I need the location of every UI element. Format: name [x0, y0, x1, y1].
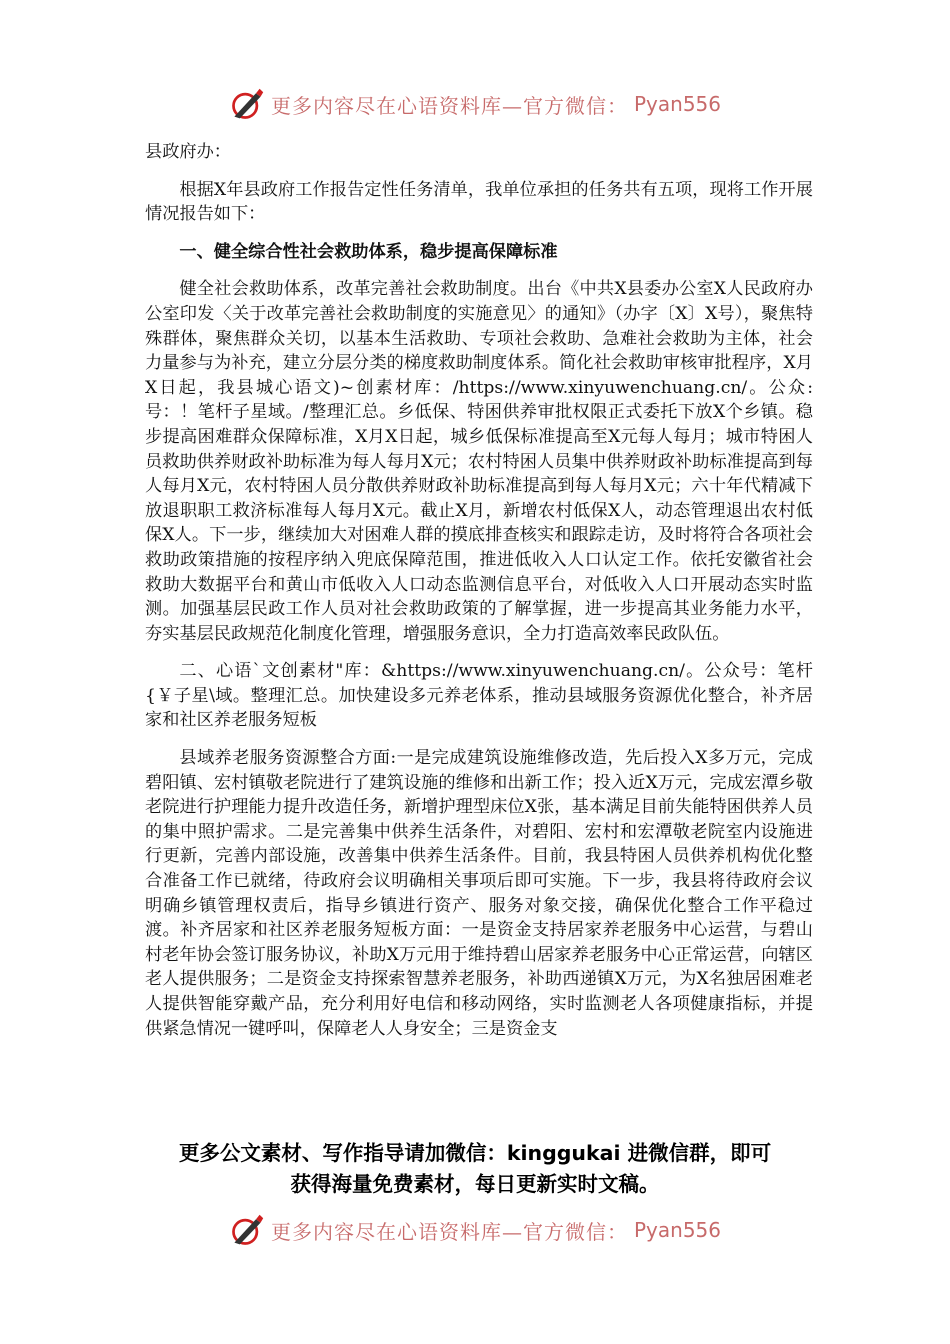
pen-logo-icon	[229, 86, 265, 122]
pen-logo-icon	[229, 1212, 265, 1248]
banner-text: 更多内容尽在心语资料库—官方微信：	[270, 1219, 628, 1244]
promo-notice	[0, 1138, 950, 1200]
banner-wechat-id: Pyan556	[633, 1218, 721, 1242]
section1-heading: 一、健全综合性社会救助体系，稳步提高保障标准	[179, 241, 558, 262]
section2-paragraph: 县域养老服务资源整合方面:一是完成建筑设施维修改造，先后投入X多万元，完成碧阳镇、宏村镇敬老院进行了建筑设施的维修和出新工作；投入近X万元，完成宏潭乡敬老院进行护理能力提升改造任务，新增护理型床位X张，基本满足目前失能特困供养人员的集中照护需求。二是完善集中供养生活条件，对碧阳、宏村和宏潭敬老院室内设施进行更新，完善内部设施，改善集中供养生活条件。目前，我县特困人员供养机构优化整合准备工作已就绪，待政府会议明确相关事项后即可实施。下一步，我县将待政府会议明确乡镇管理权责后，指导乡镇进行资产、服务对象交接，确保优化整合工作平稳过渡。补齐居家和社区养老服务短板方面：一是资金支持居家养老服务中心运营，与碧山村老年协会签订服务协议，补助X万元用于维持碧山居家养老服务中心正常运营，向辖区老人提供服务；二是资金支持探索智慧养老服务，补助西递镇X万元，为X名独居困难老人提供智能穿戴产品，充分利用好电信和移动网络，实时监测老人各项健康指标，并提供紧急情况一键呼叫，保障老人人身安全；三是资金支	[145, 748, 813, 1039]
promo-line-1: 更多公文素材、写作指导请加微信：kinggukai 进微信群，即可	[178, 1141, 772, 1165]
document-body	[145, 140, 813, 1041]
footer-banner	[0, 1210, 950, 1250]
banner-wechat-id: Pyan556	[633, 92, 721, 116]
section1-paragraph: 健全社会救助体系，改革完善社会救助制度。出台《中共X县委办公室X人民政府办公室印发〈关于改革完善社会救助制度的实施意见〉的通知》（办字〔X〕X号），聚焦特殊群体，聚焦群众关切，以基本生活救助、专项社会救助、急难社会救助为主体，社会力量参与为补充，建立分层分类的梯度救助制度体系。简化社会救助审核审批程序，X月X日起，我县城心语文)~创素材库：/https://www.xinyuwenchuang.cn/。公众:号：！笔杆子星域。/整理汇总。乡低保、特困供养审批权限正式委托下放X个乡镇。稳步提高困难群众保障标准，X月X日起，城乡低保标准提高至X元每人每月；城市特困人员救助供养财政补助标准为每人每月X元；农村特困人员集中供养财政补助标准提高到每人每月X元，农村特困人员分散供养财政补助标准提高到每人每月X元；六十年代精减下放退职职工救济标准每人每月X元。截止X月，新增农村低保X人，动态管理退出农村低保X人。下一步，继续加大对困难人群的摸底排查核实和跟踪走访，及时将符合各项社会救助政策措施的按程序纳入兜底保障范围，推进低收入人口认定工作。依托安徽省社会救助大数据平台和黄山市低收入人口动态监测信息平台，对低收入人口开展动态实时监测。加强基层民政工作人员对社会救助政策的了解掌握，进一步提高其业务能力水平，夯实基层民政规范化制度化管理，增强服务意识，全力打造高效率民政队伍。	[145, 279, 813, 644]
salutation: 县政府办：	[145, 142, 231, 162]
header-banner	[0, 84, 950, 124]
banner-text: 更多内容尽在心语资料库—官方微信：	[270, 93, 628, 118]
intro-paragraph: 根据X年县政府工作报告定性任务清单，我单位承担的任务共有五项，现将工作开展情况报告如下：	[145, 179, 813, 225]
section2-heading: 二、心语`文创素材"库：&https://www.xinyuwenchuang.cn/。公众号：笔杆{￥子星\域。整理汇总。加快建设多元养老体系，推动县域服务资源优化整合，补齐居家和社区养老服务短板	[145, 661, 813, 731]
promo-line-2: 获得海量免费素材，每日更新实时文稿。	[290, 1172, 660, 1196]
